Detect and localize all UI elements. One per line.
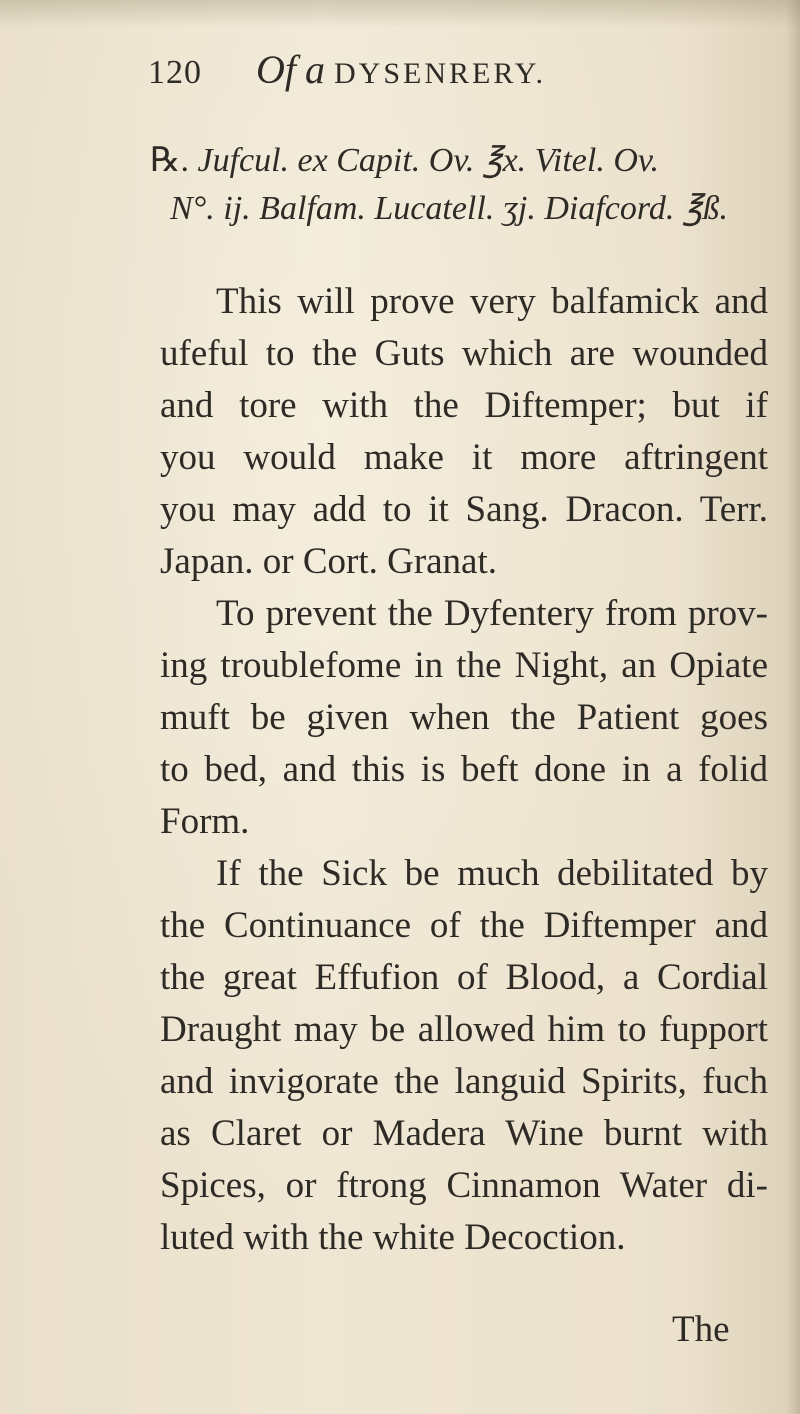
text-line-2: ufeful to the Guts which are wounded [160,333,768,374]
catchword: The [672,1309,730,1350]
text-line-13: the Continuance of the Diftemper and [160,905,768,946]
text-line-15: Draught may be allowed him to fupport [160,1009,768,1050]
running-title-prefix: Of [256,47,296,92]
text-line-7: To prevent the Dyfentery from prov- [216,593,768,634]
recipe-symbol: ℞. [150,142,189,179]
text-line-3: and tore with the Diftemper; but if [160,385,768,426]
text-line-5: you may add to it Sang. Dracon. Terr. [160,489,768,530]
formula-text-2: ij. Balfam. Lucatell. ʒj. Diafcord. ℥ß. [223,190,729,227]
formula-line-2 [170,188,790,228]
page-number: 120 [148,54,202,91]
text-line-6: Japan. or Cort. Granat. [160,541,498,582]
text-line-4: you would make it more aftringent [160,437,768,478]
page-top-shadow [0,0,800,28]
text-line-9: muft be given when the Patient goes [160,697,768,738]
running-title-main: DYSENRERY. [334,57,546,90]
running-title-article: a [305,47,325,92]
text-line-10: to bed, and this is beft done in a folid [160,749,768,790]
text-line-12: If the Sick be much debilitated by [216,853,768,894]
text-line-17: as Claret or Madera Wine burnt with [160,1113,768,1154]
text-line-16: and invigorate the languid Spirits, fuch [160,1061,768,1102]
formula-line-1 [150,140,770,180]
text-line-11: Form. [160,801,250,842]
text-line-8: ing troublefome in the Night, an Opiate [160,645,768,686]
text-line-19: luted with the white Decoction. [160,1217,626,1258]
formula-number: N°. [170,190,215,227]
text-line-14: the great Effufion of Blood, a Cordial [160,957,768,998]
text-line-1: This will prove very balfamick and [216,281,768,322]
formula-text-1: Jufcul. ex Capit. Ov. ℥x. Vitel. Ov. [197,142,659,179]
running-title [256,46,546,93]
text-line-18: Spices, or ftrong Cinnamon Water di- [160,1165,768,1206]
